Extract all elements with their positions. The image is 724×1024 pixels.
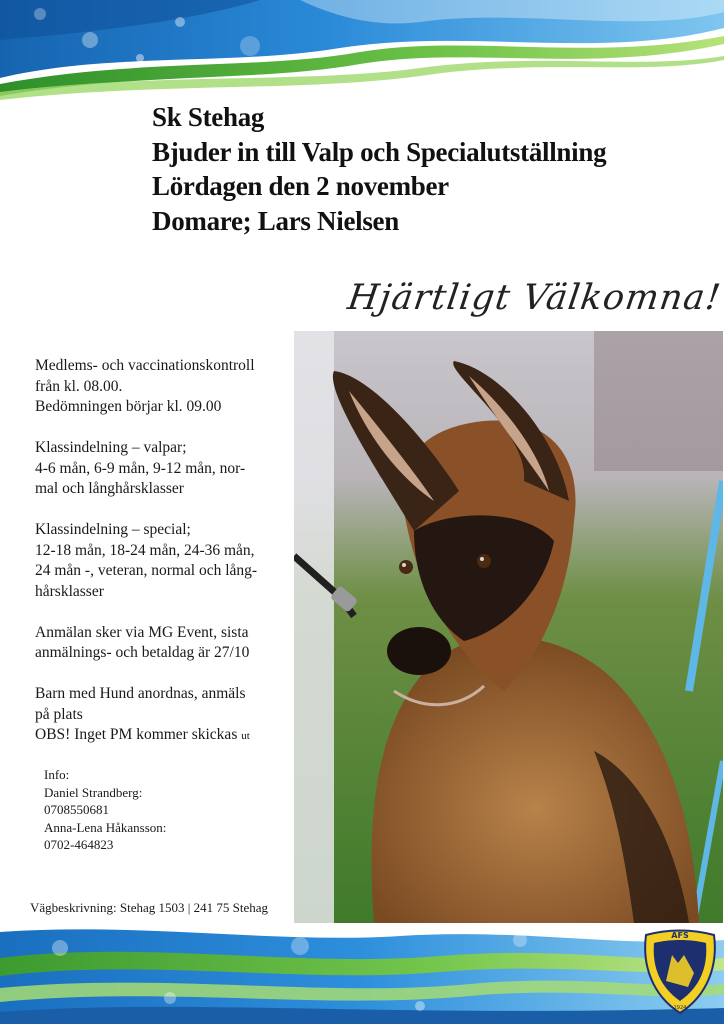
contact-info (44, 766, 166, 854)
dog-photo (294, 331, 723, 923)
puppy-classes: Klassindelning – valpar; 4-6 mån, 6-9 mån, 9-12 mån, nor- mal och långhårsklasser (35, 439, 246, 497)
control-times: Medlems- och vaccinationskontroll från kl. 08.00. Bedömningen börjar kl. 09.00 (35, 357, 255, 415)
badge-year: 1924 (673, 1005, 687, 1011)
bottom-wave-banner (0, 918, 724, 1024)
welcome-script-text: Hjärtligt Välkomna! (345, 278, 724, 318)
contact-label: Info: (44, 767, 70, 782)
event-details (35, 356, 285, 767)
club-name: Sk Stehag (152, 102, 265, 132)
event-date: Lördagen den 2 november (152, 171, 449, 201)
contact-phone: 0708550681 (44, 802, 109, 817)
special-classes: Klassindelning – special; 12-18 mån, 18-24 mån, 24-36 mån, 24 mån -, veteran, normal och lång- hårsklasser (35, 521, 258, 600)
contact-name: Daniel Strandberg: (44, 784, 143, 800)
judge-name: Domare; Lars Nielsen (152, 205, 399, 236)
contact-phone: 0702-464823 (44, 837, 114, 852)
registration-info: Anmälan sker via MG Event, sista anmälnings- och betaldag är 27/10 (35, 623, 250, 661)
badge-top-text: AFS (671, 931, 689, 940)
event-title: Bjuder in till Valp och Specialutställning (152, 136, 607, 167)
event-header (152, 100, 606, 238)
top-wave-banner (0, 0, 724, 100)
afs-club-badge-logo (638, 925, 722, 1017)
directions: Vägbeskrivning: Stehag 1503 | 241 75 Stehag (30, 900, 269, 915)
children-with-dog-info: Barn med Hund anordnas, anmäls på plats OBS! Inget PM kommer skickas ut (35, 685, 250, 743)
no-pm-notice: OBS! Inget PM kommer skickas (35, 726, 238, 743)
contact-name: Anna-Lena Håkansson: (44, 819, 167, 835)
